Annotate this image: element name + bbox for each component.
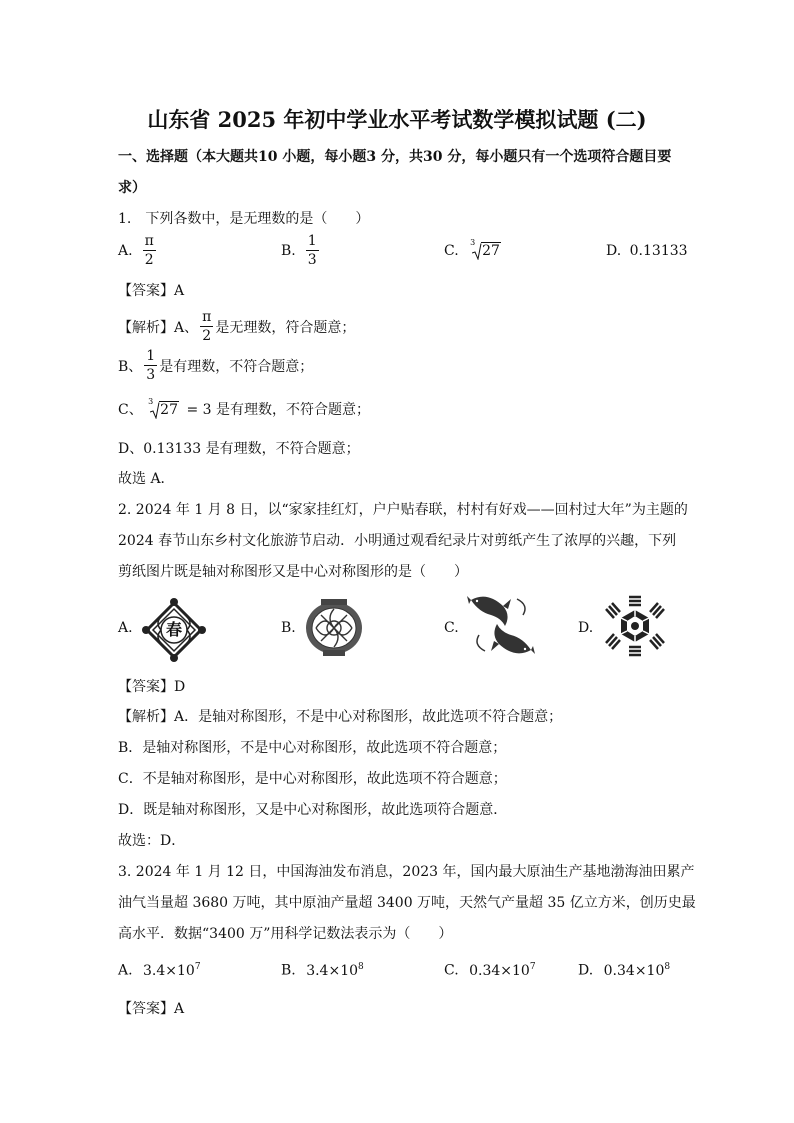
denominator: 3 [307, 252, 317, 268]
q2-explanation-2: B．是轴对称图形，不是中心对称图形，故此选项不符合题意； [118, 740, 507, 756]
q2-option-a-label: A. [118, 620, 133, 636]
explanation-text: 是有理数，不符合题意； [159, 358, 314, 375]
page-title: 山东省 2025 年初中学业水平考试数学模拟试题 (二) [147, 107, 647, 132]
option-label: C. [444, 243, 459, 259]
numerator: 1 [146, 348, 156, 364]
q3-stem-line1: 3. 2024 年 1 月 12 日，中国海油发布消息，2023 年，国内最大原油生产基地渤海油田累产 [118, 864, 695, 880]
numerator: π [202, 309, 212, 325]
q3-option-c [444, 962, 536, 979]
q1-explanation-a [118, 310, 355, 343]
papercut-vase-image [303, 597, 365, 657]
option-value: 0.34×10 [603, 962, 665, 979]
section-heading-cont: 求） [118, 180, 146, 196]
q1-stem: 1. 下列各数中，是无理数的是（ ） [118, 211, 370, 227]
option-label: A. [118, 242, 133, 259]
radicand: 27 [160, 402, 178, 418]
cube-root [147, 397, 179, 418]
explanation-text: 是无理数，符合题意； [215, 319, 356, 336]
q1-option-b [281, 234, 321, 267]
radicand: 27 [482, 243, 500, 259]
cube-root [469, 238, 501, 259]
option-label: D. [578, 962, 594, 979]
q2-explanation-1: 【解析】A．是轴对称图形，不是中心对称图形，故此选项不符合题意； [118, 709, 563, 725]
q1-explanation-b [118, 349, 313, 382]
papercut-hexagonal-image [603, 594, 667, 658]
q2-explanation-3: C．不是轴对称图形，是中心对称图形，故此选项不符合题意； [118, 771, 507, 787]
explanation-text: = 3 是有理数，不符合题意； [186, 402, 370, 418]
q1-option-a [118, 234, 158, 267]
q3-answer: 【答案】A [118, 1001, 185, 1017]
q2-stem-line3: 剪纸图片既是轴对称图形又是中心对称图形的是（ ） [118, 564, 468, 580]
option-label: B. [281, 962, 296, 979]
explanation-head: 【解析】A、 [118, 319, 199, 336]
option-value: 0.34×10 [469, 962, 530, 979]
option-exponent: 7 [529, 962, 536, 972]
q3-option-d [578, 962, 670, 979]
q1-option-d [606, 243, 688, 259]
option-exponent: 8 [358, 962, 364, 972]
option-value: 3.4×10 [306, 962, 359, 979]
denominator: 2 [202, 328, 212, 344]
q1-conclusion: 故选 A． [118, 471, 175, 487]
option-value: 0.13133 [629, 243, 688, 259]
papercut-glyph: 春 [165, 620, 182, 639]
root-index: 3 [148, 397, 154, 406]
option-exponent: 7 [194, 962, 201, 972]
q2-option-d-label: D. [578, 620, 594, 636]
option-label: B. [281, 242, 296, 259]
explanation-head: C、 [118, 402, 143, 418]
q3-stem-line2: 油气当量超 3680 万吨，其中原油产量超 3400 万吨，天然气产量超 35 亿立方米，创历史最 [118, 895, 696, 911]
q1-explanation-c [118, 399, 370, 419]
radical-sign-icon [472, 243, 482, 260]
q2-option-c-label: C. [444, 620, 459, 636]
papercut-koi-fish-image [465, 591, 537, 659]
q2-stem-line2: 2024 春节山东乡村文化旅游节启动．小明通过观看纪录片对剪纸产生了浓厚的兴趣，下列 [118, 533, 677, 549]
q3-option-a [118, 962, 201, 979]
q2-conclusion: 故选：D． [118, 833, 186, 849]
q1-explanation-d: D、0.13133 是有理数，不符合题意； [118, 441, 360, 457]
q3-stem-line3: 高水平．数据“3400 万”用科学记数法表示为（ ） [118, 926, 453, 942]
fraction [143, 234, 156, 267]
option-exponent: 8 [664, 962, 671, 972]
option-label: A. [118, 962, 133, 979]
fraction [200, 310, 213, 343]
q2-stem-line1: 2. 2024 年 1 月 8 日，以“家家挂红灯，户户贴春联，村村有好戏——回村过大年”为主题的 [118, 502, 688, 518]
numerator: 1 [307, 233, 317, 249]
q1-option-c [444, 238, 501, 259]
q2-answer: 【答案】D [118, 679, 186, 695]
q1-answer: 【答案】A [118, 283, 185, 299]
explanation-head: B、 [118, 358, 143, 375]
q2-option-b-label: B. [281, 620, 296, 636]
fraction [306, 234, 319, 267]
denominator: 2 [144, 252, 154, 268]
option-value: 3.4×10 [143, 962, 195, 979]
numerator: π [144, 233, 154, 249]
papercut-spring-diamond-image [141, 597, 207, 663]
fraction [144, 349, 157, 382]
q2-explanation-4: D．既是轴对称图形，又是中心对称图形，故此选项符合题意． [118, 802, 508, 818]
option-label: D. [606, 243, 622, 259]
radical-sign-icon [150, 402, 160, 419]
q3-option-b [281, 962, 364, 979]
root-index: 3 [470, 238, 476, 247]
denominator: 3 [146, 367, 156, 383]
section-heading: 一、选择题（本大题共10 小题，每小题3 分，共30 分，每小题只有一个选项符合题目要 [118, 149, 672, 165]
option-label: C. [444, 962, 459, 979]
